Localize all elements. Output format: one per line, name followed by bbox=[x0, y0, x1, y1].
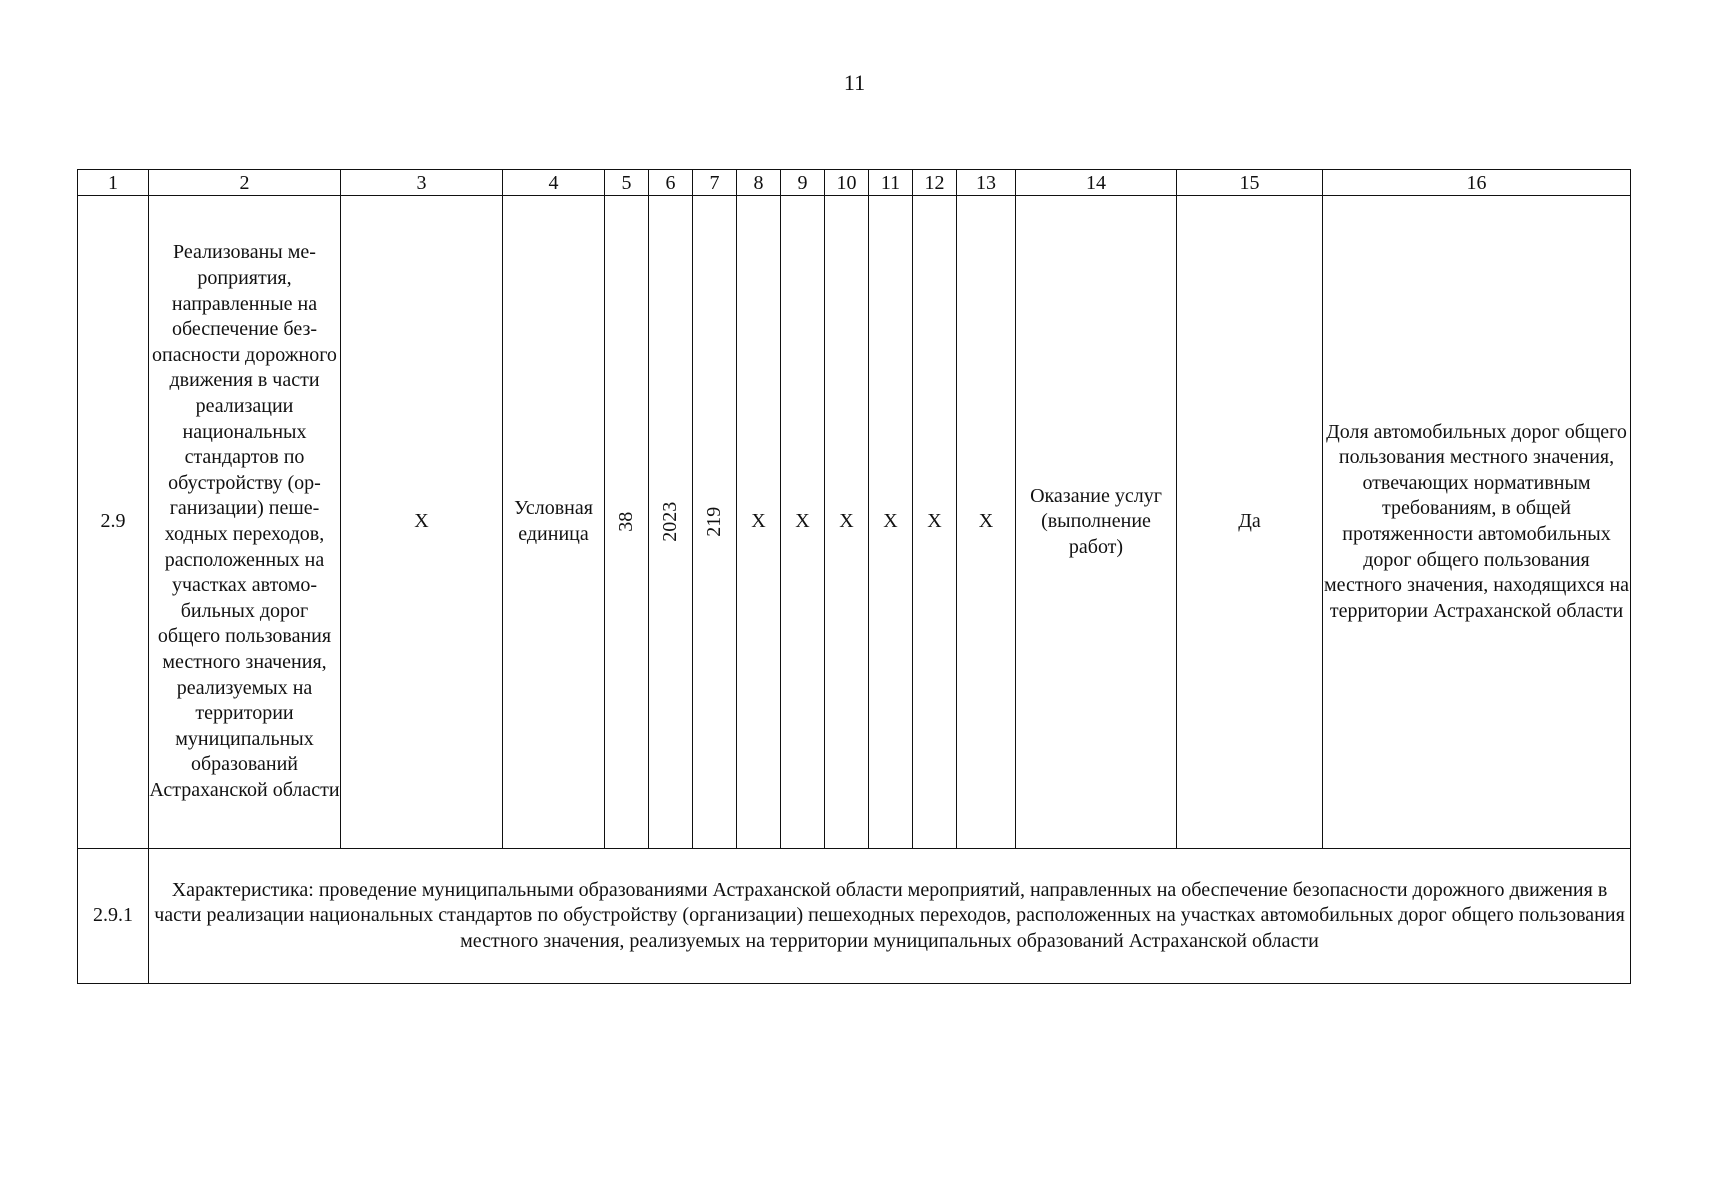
x-mark-cell: X bbox=[781, 196, 825, 849]
okei-code-text: 38 bbox=[614, 512, 637, 532]
column-number: 14 bbox=[1016, 170, 1177, 196]
column-number: 15 bbox=[1177, 170, 1323, 196]
description-text: Характеристика: проведение муниципальными образованиями Астраханской области мероприятий, направленных на обеспечение безопасности дорожного движения в части реализации национальных стандартов по обустройству (организации) пешеходных переходов, расположенных на участках автомобильных дорог общего пользования местного значения, реализуемых на территории муниципальных образований Астраханской области bbox=[149, 849, 1631, 984]
x-mark-cell: X bbox=[737, 196, 781, 849]
column-number: 8 bbox=[737, 170, 781, 196]
column-number: 5 bbox=[605, 170, 649, 196]
column-number: 13 bbox=[957, 170, 1016, 196]
column-number: 11 bbox=[869, 170, 913, 196]
column-number: 10 bbox=[825, 170, 869, 196]
year-text: 2023 bbox=[658, 502, 681, 542]
column-number: 16 bbox=[1323, 170, 1631, 196]
x-mark-cell: X bbox=[825, 196, 869, 849]
flag-cell: Да bbox=[1177, 196, 1323, 849]
indicator-cell: Доля автомобильных дорог общего пользования местного значения, отвечающих нормативным требованиям, в общей протяженности автомобильных дорог общего пользования местного значения, находящихся на территории Астраханской области bbox=[1323, 196, 1631, 849]
table-row bbox=[78, 196, 1631, 849]
year-cell bbox=[649, 196, 693, 849]
event-type-cell: Оказание услуг (выполнение работ) bbox=[1016, 196, 1177, 849]
column-number: 2 bbox=[149, 170, 341, 196]
description-number: 2.9.1 bbox=[78, 849, 149, 984]
column-number: 4 bbox=[503, 170, 605, 196]
column-number: 12 bbox=[913, 170, 957, 196]
x-mark-cell: X bbox=[957, 196, 1016, 849]
x-mark-cell: X bbox=[913, 196, 957, 849]
row-number: 2.9 bbox=[78, 196, 149, 849]
column-number-row bbox=[78, 170, 1631, 196]
x-mark-cell: X bbox=[341, 196, 503, 849]
column-number: 7 bbox=[693, 170, 737, 196]
column-number: 3 bbox=[341, 170, 503, 196]
column-number: 6 bbox=[649, 170, 693, 196]
column-number: 1 bbox=[78, 170, 149, 196]
event-name-cell: Реализованы мероприятия, направленные на обеспечение безопасности дорожного движения в части реализации национальных стандартов по обустройству (организации) пешеходных переходов, расположенных на участках автомобильных дорог общего пользования местного значения, реализуемых на территории муниципальных образований Астраханской области bbox=[149, 196, 341, 849]
value-cell bbox=[693, 196, 737, 849]
page-number: 11 bbox=[843, 70, 866, 95]
value-text: 219 bbox=[702, 507, 725, 537]
okei-code-cell bbox=[605, 196, 649, 849]
indicator-table bbox=[77, 169, 1631, 984]
x-mark-cell: X bbox=[869, 196, 913, 849]
column-number: 9 bbox=[781, 170, 825, 196]
unit-cell: Условная единица bbox=[503, 196, 605, 849]
description-row bbox=[78, 849, 1631, 984]
